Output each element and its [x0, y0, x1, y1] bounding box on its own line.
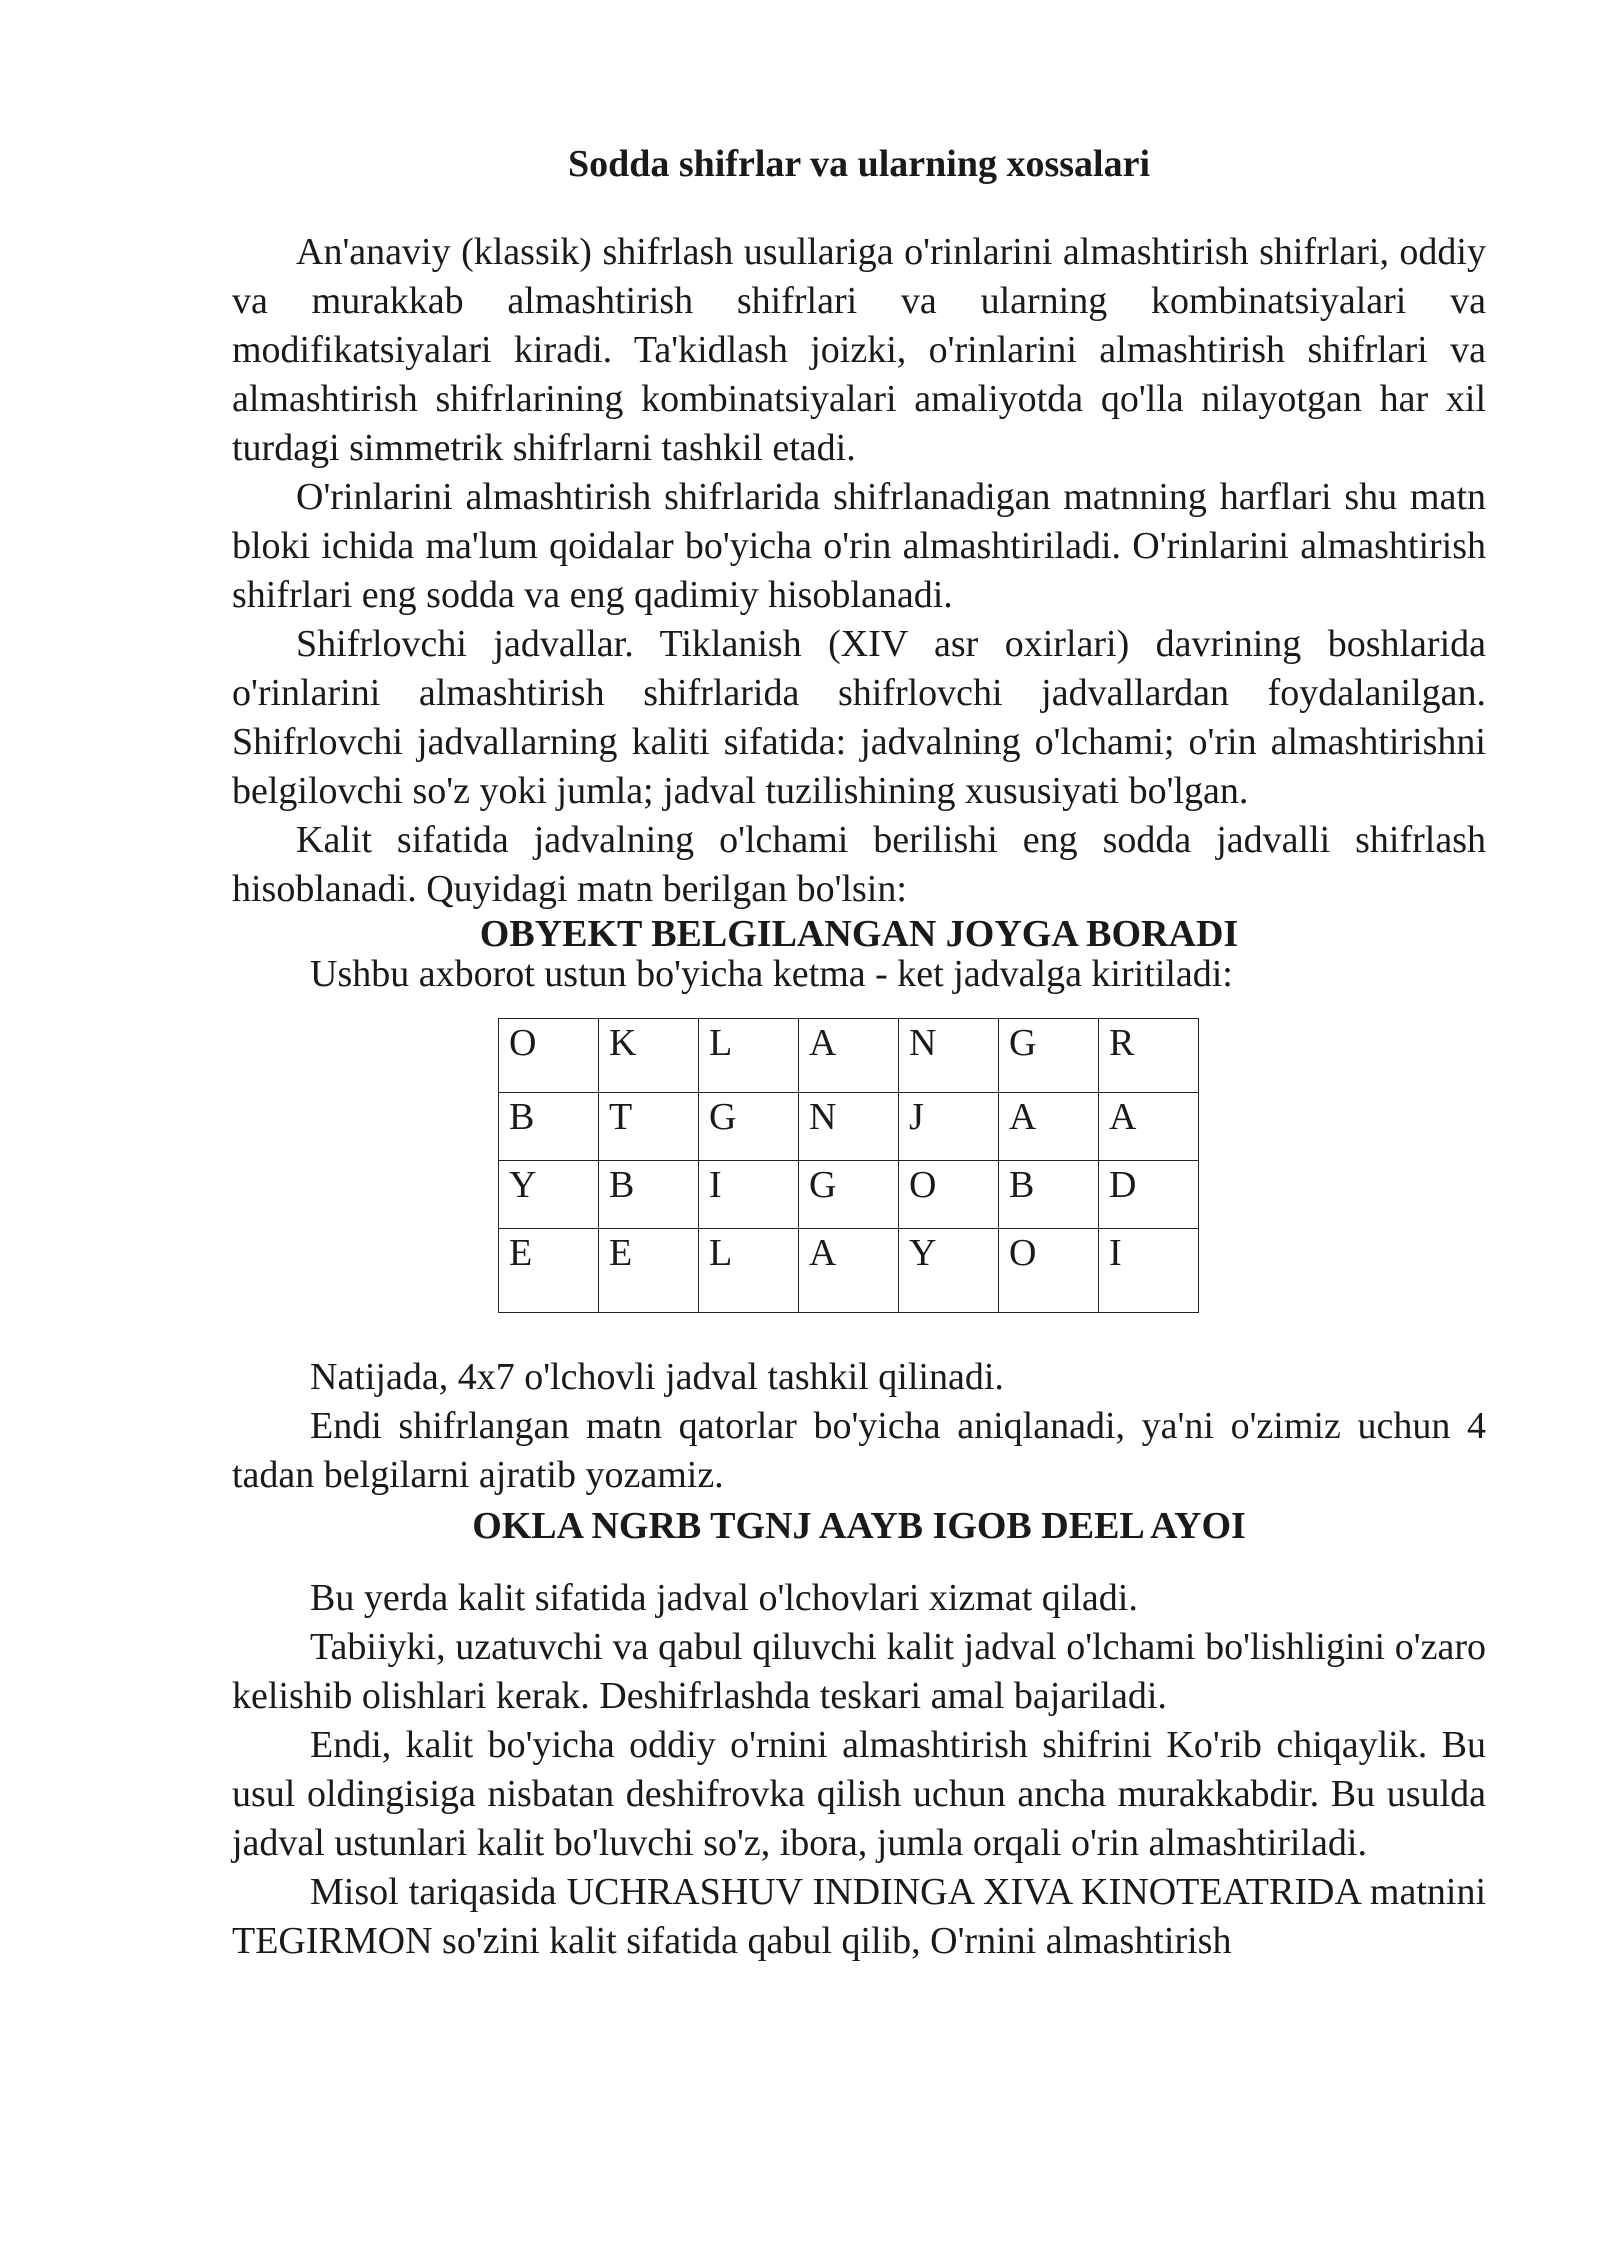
cipher-table — [498, 1018, 1199, 1313]
paragraph-example: Misol tariqasida UCHRASHUV INDINGA XIVA KINOTEATRIDA matnini TEGIRMON so'zini kalit sifatida qabul qilib, O'rnini almashtirish — [232, 1871, 1486, 1962]
document-title: Sodda shifrlar va ularning xossalari — [567, 143, 1151, 185]
table-cell: B — [999, 1161, 1099, 1229]
table-cell: I — [1099, 1229, 1199, 1313]
paragraph-keyword-transposition: Endi, kalit bo'yicha oddiy o'rnini almashtirish shifrini Ko'rib chiqaylik. Bu usul oldingisiga nisbatan deshifrovka qilish uchun ancha murakkabdir. Bu usulda jadval ustunlari kalit bo'luvchi so'z, ibora, jumla orqali o'rin almashtiriladi. — [232, 1724, 1486, 1864]
table-cell: O — [899, 1161, 999, 1229]
table-cell: G — [999, 1019, 1099, 1093]
table-cell: O — [999, 1229, 1099, 1313]
table-cell: R — [1099, 1019, 1199, 1093]
paragraph-rows-reading: Endi shifrlangan matn qatorlar bo'yicha aniqlanadi, ya'ni o'zimiz uchun 4 tadan belgilarni ajratib yozamiz. — [232, 1405, 1486, 1496]
table-cell: G — [799, 1161, 899, 1229]
table-row — [499, 1229, 1199, 1313]
table-cell: T — [599, 1093, 699, 1161]
table-cell: A — [799, 1229, 899, 1313]
table-intro: Ushbu axborot ustun bo'yicha ketma - ket jadvalga kiritiladi: — [310, 953, 1233, 995]
table-cell: B — [599, 1161, 699, 1229]
table-cell: E — [599, 1229, 699, 1313]
plaintext-heading: OBYEKT BELGILANGAN JOYGA BORADI — [479, 913, 1239, 955]
table-cell: L — [699, 1229, 799, 1313]
ciphertext-heading: OKLA NGRB TGNJ AAYB IGOB DEEL AYOI — [472, 1505, 1246, 1547]
table-cell: G — [699, 1093, 799, 1161]
paragraph-encryption-tables: Shifrlovchi jadvallar. Tiklanish (XIV asr oxirlari) davrining boshlarida o'rinlarini almashtirish shifrlarida shifrlovchi jadvallardan foydalanilgan. Shifrlovchi jadvallarning kaliti sifatida: jadvalning o'lchami; o'rin almashtirishni belgilovchi so'z yoki jumla; jadval tuzilishining xususiyati bo'lgan. — [232, 623, 1486, 812]
result-line: Natijada, 4x7 o'lchovli jadval tashkil qilinadi. — [310, 1356, 1004, 1398]
table-cell: O — [499, 1019, 599, 1093]
table-cell: N — [799, 1093, 899, 1161]
paragraph-transposition-ciphers: O'rinlarini almashtirish shifrlarida shifrlanadigan matnning harflari shu matn bloki ichida ma'lum qoidalar bo'yicha o'rin almashtiriladi. O'rinlarini almashtirish shifrlari eng sodda va eng qadimiy hisoblanadi. — [232, 476, 1486, 616]
table-cell: Y — [899, 1229, 999, 1313]
table-cell: E — [499, 1229, 599, 1313]
paragraph-classical-ciphers: An'anaviy (klassik) shifrlash usullariga o'rinlarini almashtirish shifrlari, oddiy va murakkab almashtirish shifrlari va ularning kombinatsiyalari va modifikatsiyalari kiradi. Ta'kidlash joizki, o'rinlarini almashtirish shifrlari va almashtirish shifrlarining kombinatsiyalari amaliyotda qo'lla nilayotgan har xil turdagi simmetrik shifrlarni tashkil etadi. — [232, 231, 1486, 469]
table-cell: A — [1099, 1093, 1199, 1161]
table-cell: I — [699, 1161, 799, 1229]
table-row — [499, 1161, 1199, 1229]
table-cell: L — [699, 1019, 799, 1093]
table-cell: K — [599, 1019, 699, 1093]
table-cell: D — [1099, 1161, 1199, 1229]
table-cell: J — [899, 1093, 999, 1161]
table-cell: A — [999, 1093, 1099, 1161]
table-row — [499, 1093, 1199, 1161]
paragraph-table-size-key: Kalit sifatida jadvalning o'lchami berilishi eng sodda jadvalli shifrlash hisoblanadi. Quyidagi matn berilgan bo'lsin: — [232, 819, 1486, 910]
table-cell: B — [499, 1093, 599, 1161]
table-row — [499, 1019, 1199, 1093]
table-cell: Y — [499, 1161, 599, 1229]
paragraph-key-agreement: Tabiiyki, uzatuvchi va qabul qiluvchi kalit jadval o'lchami bo'lishligini o'zaro kelishib olishlari kerak. Deshifrlashda teskari amal bajariladi. — [232, 1626, 1486, 1717]
document-page — [232, 140, 1486, 1966]
key-line: Bu yerda kalit sifatida jadval o'lchovlari xizmat qiladi. — [310, 1577, 1138, 1619]
table-cell: N — [899, 1019, 999, 1093]
table-cell: A — [799, 1019, 899, 1093]
